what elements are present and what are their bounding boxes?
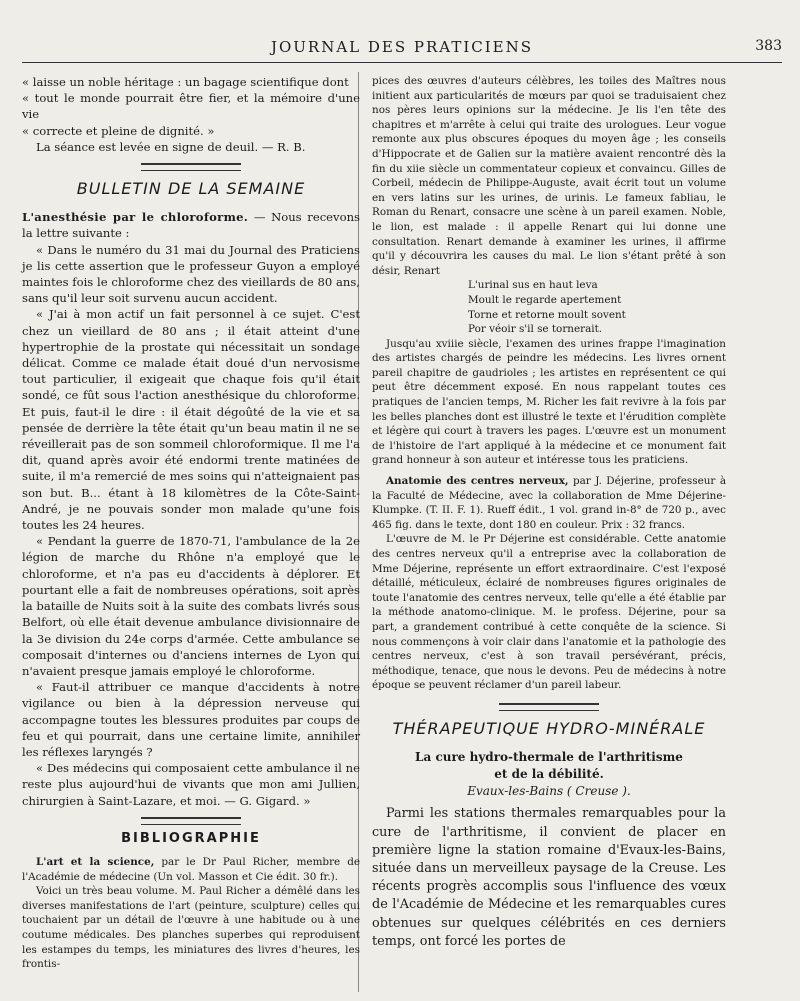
verse-line: Torne et retorne moult sovent [468,308,626,321]
section-separator [141,163,241,171]
left-column [22,74,360,972]
therapeutique-title: THÉRAPEUTIQUE HYDRO-MINÉRALE [392,718,706,738]
cure-place: Evaux-les-Bains ( Creuse ). [467,784,631,799]
page-number: 383 [755,38,782,54]
anatomie-reference: par J. Déjerine, professeur à la Faculté de Médecine, avec la collaboration de Mme Déjerine-Klumpke. (T. II. F. 1). Rueff édit., 1 vol. grand in-8° de 720 p., avec 465 fig. dans le texte, dont 180 en couleur. Prix : 32 francs. [372,475,727,531]
anatomie-book-title: Anatomie des centres nerveux, [386,475,569,488]
right-column [372,74,726,951]
anatomie-review: L'œuvre de M. le Pr Déjerine est considérable. Cette anatomie des centres nerveux qu'il a entreprise avec la collaboration de Mme Déjerine, représente un effort extraordinaire. C'est l'exposé détaillé, méticuleux, éclairé de nombreuses figures originales de toute l'anatomie des centres nerveux, telle qu'elle a été établie par la méthode anatomo-clinique. M. le profess. Déjerine, pour sa part, a grandement contribué à cette conquête de la science. Si nous commençons à voir clair dans l'anatomie et la pathologie des centres nerveux, c'est à son travail persévérant, précis, méthodique, tenace, que nous le devons. Peu de médecins à notre époque se peuvent réclamer d'un pareil labeur. [372,533,726,692]
cure-paragraph: Parmi les stations thermales remarquables pour la cure de l'arthritisme, il convient de placer en première ligne la station romaine d'Evaux-les-Bains, située dans un merveilleux paysage de la Creuse. Les récents progrès accomplis sous l'influence des vœux de l'Académie de Médecine et les remarquables cures obtenues sur quelques célébrités en ces derniers temps, ont forcé les portes de [372,806,726,949]
section-separator [141,817,241,825]
anesthesie-lead: L'anesthésie par le chloroforme. [22,210,249,225]
biblio-review: Voici un très beau volume. M. Paul Richer a démêlé dans les diverses manifestations de l'art (peinture, sculpture) celles qui touchaient par un détail de l'œuvre à une habitude ou à une coutume médicales. Des planches superbes qui reproduisent les estampes du temps, les miniatures des livres d'heures, les frontis- [22,885,360,971]
quote-line: « tout le monde pourrait être fier, et la mémoire d'une vie [22,91,360,122]
review-continuation: pices des œuvres d'auteurs célèbres, les toiles des Maîtres nous initient aux particularités de mœurs par quoi se traduisaient chez nos pères leurs opinions sur la médecine. Je lis l'en tête des chapitres et m'arrête à celui qui traite des urologues. Leur vogue remonte aux plus obscures époques du moyen âge ; les conseils d'Hippocrate et de Galien sur la matière avaient rencontré dès la fin du xiie siècle un commentateur copieux et convaincu. Gilles de Corbeil, médecin de Philippe-Auguste, avait écrit tout un volume en vers latins sur les urines, de urinis. Le fameux fabliau, le Roman du Renart, consacre une scène à un pareil examen. Noble, le lion, est malade : il appelle Renart qui lui donne une consultation. Renart demande à examiner les urines, il affirme qu'il y découvrira les causes du mal. Le lion s'étant prêté à son désir, Renart [372,75,726,277]
quote-line: « laisse un noble héritage : un bagage scientifique dont [22,75,349,89]
review-paragraph: Jusqu'au xviiie siècle, l'examen des urines frappe l'imagination des artistes chargés de peindre les médecins. Les livres ornent pareil chapitre de gaudrioles ; les artistes en représentent ce qui peut être décemment exposé. En nous rappelant toutes ces pratiques de l'ancien temps, M. Richer les fait revivre à la fois par les belles planches dont est illustré le texte et l'érudition complète et légère qui court à travers les pages. L'œuvre est un monument de l'histoire de l'art appliqué à la médecine et ce monument fait grand honneur à son auteur et intéresse tous les praticiens. [372,337,726,467]
seance-line: La séance est levée en signe de deuil. — R. B. [36,139,306,154]
letter-paragraph: « Faut-il attribuer ce manque d'accidents à notre vigilance ou bien à la dépression nerveuse qui accompagne toutes les blessures produites par coups de feu et qui pourrait, dans une certaine limite, annihiler les réflexes laryngés ? [22,680,360,759]
letter-paragraph: « Pendant la guerre de 1870-71, l'ambulance de la 2e légion de marche du Rhône n'a employé que le chloroforme, et n'a pas eu d'accidents à déplorer. Et pourtant elle a fait de nombreuses opérations, soit après la bataille de Nuits soit à la suite des combats livrés sous Belfort, où elle était devenue ambulance divisionnaire de la 3e division du 24e corps d'armée. Cette ambulance se composait d'internes ou d'anciens internes de Lyon qui n'avaient presque jamais employé le chloroforme. [22,534,360,678]
running-header [22,38,782,63]
bulletin-title: BULLETIN DE LA SEMAINE [76,179,306,199]
cure-title-line1: La cure hydro-thermale de l'arthritisme [415,750,683,765]
section-separator [499,703,599,711]
bibliographie-title: BIBLIOGRAPHIE [121,830,261,846]
verse-line: Por véoir s'il se tornerait. [468,323,603,336]
verse-line: Moult le regarde apertement [468,293,622,306]
biblio-book-title: L'art et la science, [36,855,155,868]
anesthesie-intro: — Nous recevons la lettre suivante : [22,210,360,241]
letter-paragraph: « Dans le numéro du 31 mai du Journal des Praticiens je lis cette assertion que le professeur Guyon a employé maintes fois le chloroforme chez des vieillards de 80 ans, sans qu'il leur soit survenu aucun accident. [22,242,360,306]
biblio-reference: par le Dr Paul Richer, membre de l'Académie de médecine (Un vol. Masson et Cie édit. 30 fr.). [22,855,360,883]
verse-line: L'urinal sus en haut leva [468,279,598,292]
journal-title: JOURNAL DES PRATICIENS [270,38,534,56]
cure-title-line2: et de la débilité. [494,767,604,782]
letter-paragraph: « Des médecins qui composaient cette ambulance il ne reste plus aujourd'hui de vivants que mon ami Jullien, chirurgien à Saint-Lazare, et moi. — G. Gigard. » [22,761,360,808]
quote-line: « correcte et pleine de dignité. » [22,123,215,138]
letter-paragraph: « J'ai à mon actif un fait personnel à ce sujet. C'est chez un vieillard de 80 ans ; il était atteint d'une hypertrophie de la prostate qui nécessitait un sondage délicat. Comme ce malade était doué d'un nervosisme tout particulier, il exigeait que chaque fois qu'il était sondé, ce fût sous l'action anesthésique du chloroforme. Et puis, faut-il le dire : il était dégoûté de la vie et sa pensée de derrière la tête était qu'un beau matin il ne se réveillerait pas de son sommeil chloroformique. Il me l'a dit, quand après avoir été endormi trente matinées de suite, il m'a remercié de mes soins qui n'atteignaient pas son but. B... étant à 18 kilomètres de la Côte-Saint-André, je ne pouvais sonder mon malade qu'une fois toutes les 24 heures. [22,307,360,533]
